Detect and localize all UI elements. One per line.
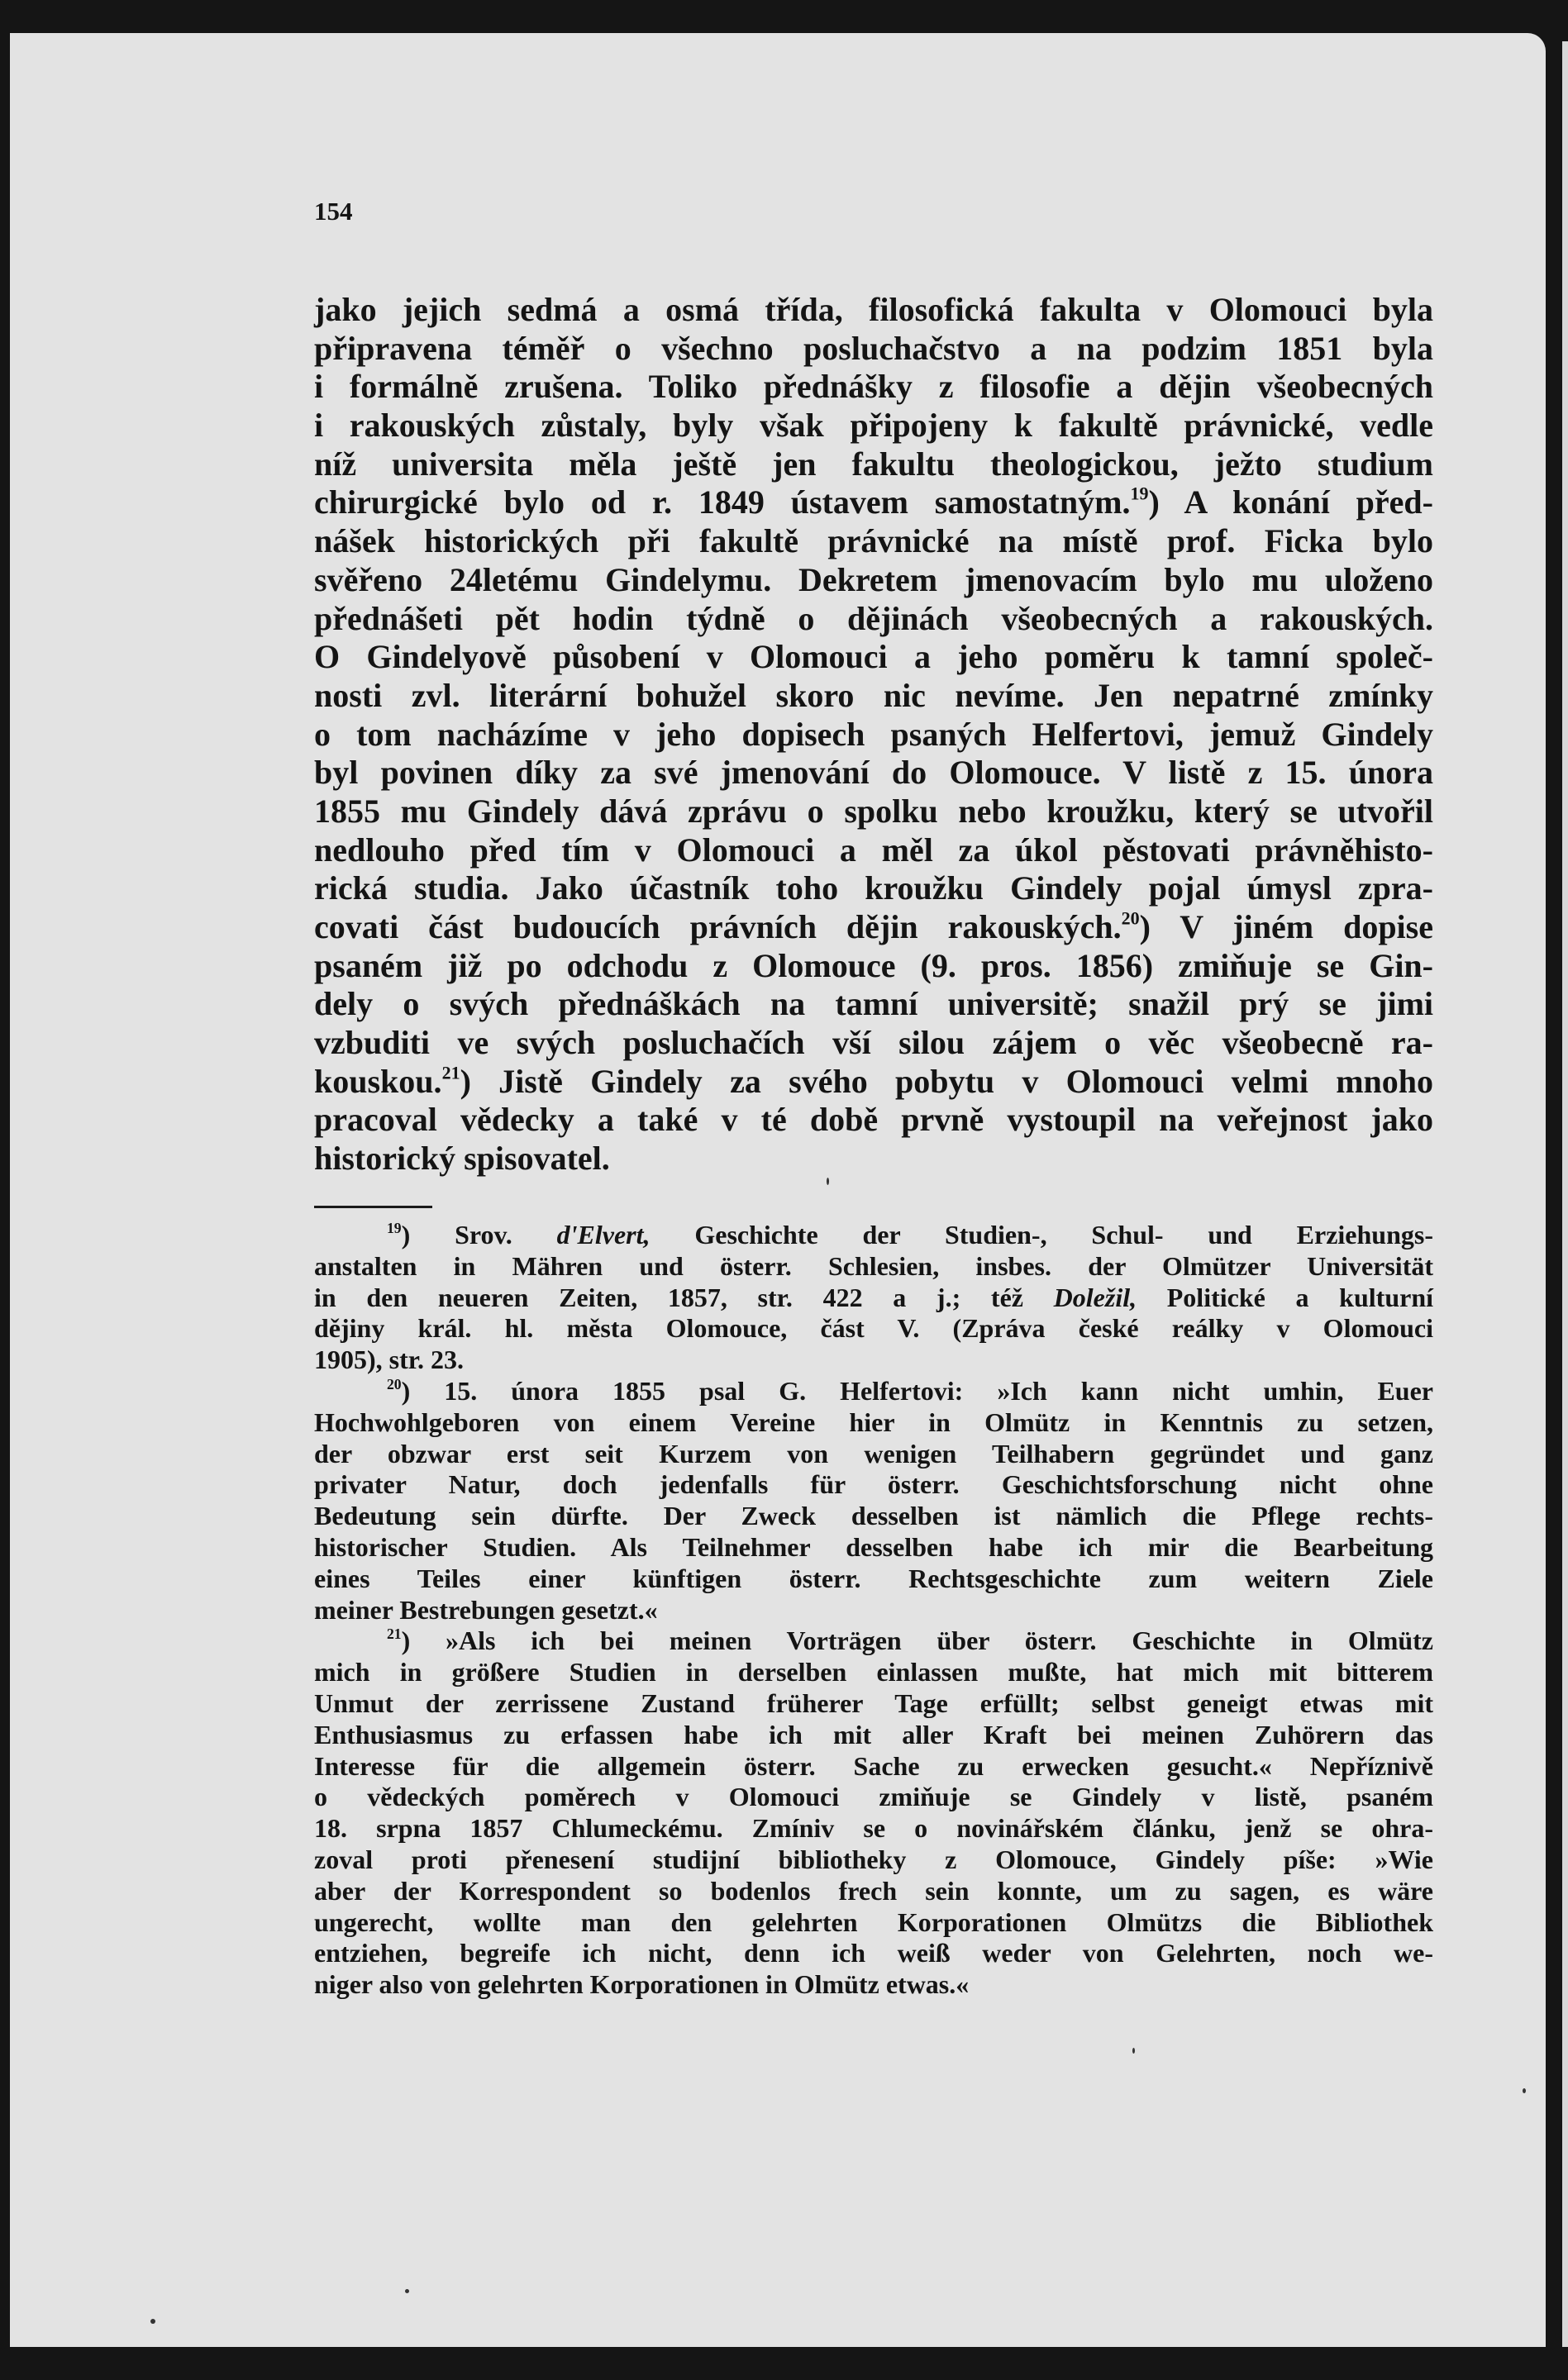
text-run: niger also von gelehrten Korporationen in Olmütz etwas.« [314, 1969, 970, 2000]
footnote-21-line [314, 1813, 1433, 1844]
text-run: privater Natur, doch jedenfalls für österr. Geschichtsforschung nicht ohne [314, 1469, 1433, 1500]
text-line [314, 716, 1433, 754]
text-run: nedlouho před tím v Olomouci a měl za úkol pěstovati právněhisto- [314, 831, 1433, 869]
text-run: svěřeno 24letému Gindelymu. Dekretem jmenovacím bylo mu uloženo [314, 560, 1433, 598]
text-line [314, 869, 1433, 908]
text-run: o tom nacházíme v jeho dopisech psaných Helfertovi, jemuž Gindely [314, 715, 1433, 753]
text-run: ) Srov. [401, 1220, 557, 1250]
footnote-21-line [314, 1626, 1433, 1657]
footnote-21-line [314, 1969, 1433, 2001]
text-run: eines Teiles einer künftigen österr. Rechtsgeschichte zum weitern Ziele [314, 1563, 1433, 1593]
footnote-19-line [314, 1283, 1433, 1314]
text-line [314, 291, 1433, 330]
text-run: psaném již po odchodu z Olomouce (9. pros. 1856) zmiňuje se Gin- [314, 946, 1433, 984]
text-run: zoval proti přenesení studijní bibliotheky z Olomouce, Gindely píše: »Wie [314, 1844, 1433, 1874]
text-run: dějiny král. hl. města Olomouce, část V. (Zpráva české reálky v Olomouci [314, 1313, 1433, 1344]
text-run: ) 15. února 1855 psal G. Helfertovi: »Ich kann nicht umhin, Euer [401, 1375, 1433, 1406]
text-line [314, 831, 1433, 870]
text-run: i rakouských zůstaly, byly však připojeny k fakultě právnické, vedle [314, 407, 1433, 445]
text-line [314, 483, 1433, 522]
footnote-21-line [314, 1720, 1433, 1751]
footnote-21-line [314, 1876, 1433, 1907]
text-run: připravena téměř o všechno posluchačstvo a na podzim 1851 byla [314, 329, 1433, 367]
text-run: dely o svých přednáškách na tamní universitě; snažil prý se jimi [314, 985, 1433, 1023]
text-line [314, 600, 1433, 639]
text-run: Politické a kulturní [1137, 1282, 1434, 1312]
text-line [314, 522, 1433, 561]
footnote-21-line [314, 1657, 1433, 1688]
footnote-19-line [314, 1345, 1433, 1376]
text-line [314, 445, 1433, 484]
text-run: Hochwohlgeboren von einem Vereine hier in Olmütz in Kenntnis zu setzen, [314, 1407, 1433, 1437]
footnote-reference: 21 [387, 1626, 402, 1643]
footnotes [314, 1220, 1433, 2001]
text-line [314, 368, 1433, 407]
text-run: Bedeutung sein dürfte. Der Zweck desselben ist nämlich die Pflege rechts- [314, 1501, 1433, 1531]
footnote-21-line [314, 1907, 1433, 1939]
footnote-reference: 19 [387, 1219, 402, 1236]
main-text [314, 291, 1433, 1178]
footnote-20-line [314, 1469, 1433, 1501]
text-run: Enthusiasmus zu erfassen habe ich mit aller Kraft bei meinen Zuhörern das [314, 1719, 1433, 1749]
footnote-20-line [314, 1564, 1433, 1595]
text-run: ungerecht, wollte man den gelehrten Korporationen Olmützs die Bibliothek [314, 1906, 1433, 1937]
text-line [314, 407, 1433, 445]
text-run: i formálně zrušena. Toliko přednášky z filosofie a dějin všeobecných [314, 368, 1433, 406]
text-run: pracoval vědecky a také v té době prvně vystoupil na veřejnost jako [314, 1101, 1433, 1139]
scan-speck [150, 2319, 155, 2324]
footnote-20-line [314, 1439, 1433, 1470]
text-line [314, 1024, 1433, 1063]
text-run: 18. srpna 1857 Chlumeckému. Zmíniv se o novinářském článku, jenž se ohra- [314, 1813, 1433, 1844]
text-run: historischer Studien. Als Teilnehmer desselben habe ich mir die Bearbeitung [314, 1531, 1433, 1562]
text-run: O Gindelyově působení v Olomouci a jeho poměru k tamní společ- [314, 638, 1433, 676]
scan-speck [827, 1178, 829, 1185]
footnote-21-line [314, 1844, 1433, 1876]
text-run: přednášeti pět hodin týdně o dějinách všeobecných a rakouských. [314, 599, 1433, 637]
text-run: 1855 mu Gindely dává zprávu o spolku nebo kroužku, který se utvořil [314, 792, 1433, 830]
text-line [314, 947, 1433, 986]
text-run: byl povinen díky za své jmenování do Olomouce. V listě z 15. února [314, 754, 1433, 792]
footnote-21-line [314, 1688, 1433, 1720]
footnote-19-line [314, 1220, 1433, 1251]
text-run: Geschichte der Studien-, Schul- und Erziehungs- [650, 1220, 1434, 1250]
text-line [314, 1063, 1433, 1102]
text-line [314, 985, 1433, 1024]
footnote-20-line [314, 1407, 1433, 1439]
text-run: anstalten in Mähren und österr. Schlesien, insbes. der Olmützer Universität [314, 1250, 1433, 1281]
text-line [314, 677, 1433, 716]
text-line [314, 638, 1433, 677]
text-run: in den neueren Zeiten, 1857, str. 422 a j.; též [314, 1282, 1054, 1312]
text-run: ) V jiném dopise [1139, 908, 1433, 945]
text-run: Interesse für die allgemein österr. Sache zu erwecken gesucht.« Nepříznivě [314, 1750, 1433, 1781]
text-run: covati část budoucích právních dějin rakouských. [314, 908, 1122, 945]
text-line [314, 561, 1433, 600]
italic-name: Doležil, [1053, 1282, 1137, 1312]
text-run: aber der Korrespondent so bodenlos frech sein konnte, um zu sagen, es wäre [314, 1875, 1433, 1906]
text-run: der obzwar erst seit Kurzem von wenigen Teilhabern gegründet und ganz [314, 1438, 1433, 1468]
text-run: rická studia. Jako účastník toho kroužku Gindely pojal úmysl zpra- [314, 869, 1433, 907]
footnote-20-line [314, 1532, 1433, 1564]
footnote-reference: 19 [1130, 483, 1149, 504]
text-run: vzbuditi ve svých posluchačích vší silou zájem o věc všeobecně ra- [314, 1024, 1433, 1062]
text-run: nosti zvl. literární bohužel skoro nic nevíme. Jen nepatrné zmínky [314, 676, 1433, 714]
footnote-21-line [314, 1938, 1433, 1969]
text-run: mich in größere Studien in derselben einlassen mußte, hat mich mit bitterem [314, 1657, 1433, 1687]
text-run: Unmut der zerrissene Zustand früherer Tage erfüllt; selbst geneigt etwas mit [314, 1687, 1433, 1718]
text-run: meiner Bestrebungen gesetzt.« [314, 1594, 658, 1625]
text-run: kouskou. [314, 1062, 442, 1100]
text-run: níž universita měla ještě jen fakultu theologickou, ježto studium [314, 445, 1433, 483]
italic-name: d'Elvert, [556, 1220, 651, 1250]
text-line [314, 793, 1433, 831]
footnote-21-line [314, 1782, 1433, 1813]
text-run: o vědeckých poměrech v Olomouci zmiňuje se Gindely v listě, psaném [314, 1782, 1433, 1812]
footnote-20-line [314, 1376, 1433, 1407]
text-line [314, 1101, 1433, 1140]
scan-edge [1562, 41, 1568, 2347]
footnote-reference: 20 [387, 1375, 402, 1392]
footnote-rule [314, 1206, 432, 1208]
text-line [314, 908, 1433, 947]
text-line [314, 330, 1433, 369]
scan-speck [405, 2289, 409, 2293]
text-run: entziehen, begreife ich nicht, denn ich weiß weder von Gelehrten, noch we- [314, 1938, 1433, 1968]
text-run: ) »Als ich bei meinen Vorträgen über österr. Geschichte in Olmütz [401, 1626, 1433, 1656]
scan-speck [1132, 2048, 1135, 2054]
footnote-20-line [314, 1501, 1433, 1532]
text-run: historický spisovatel. [314, 1140, 610, 1178]
page-number: 154 [314, 197, 353, 226]
footnote-19-line [314, 1313, 1433, 1345]
scan-speck [1523, 2088, 1526, 2093]
text-run: 1905), str. 23. [314, 1345, 465, 1375]
footnote-20-line [314, 1595, 1433, 1626]
footnote-reference: 20 [1121, 907, 1140, 929]
footnote-reference: 21 [441, 1062, 460, 1083]
footnote-21-line [314, 1751, 1433, 1783]
text-run: jako jejich sedmá a osmá třída, filosofická fakulta v Olomouci byla [314, 291, 1433, 328]
text-run: chirurgické bylo od r. 1849 ústavem samostatným. [314, 483, 1131, 521]
footnote-19-line [314, 1251, 1433, 1283]
text-line [314, 1140, 1433, 1178]
text-line [314, 754, 1433, 793]
text-run: ) A konání před- [1148, 483, 1433, 521]
text-run: nášek historických při fakultě právnické na místě prof. Ficka bylo [314, 522, 1433, 560]
text-run: ) Jistě Gindely za svého pobytu v Olomouci velmi mnoho [460, 1062, 1433, 1100]
